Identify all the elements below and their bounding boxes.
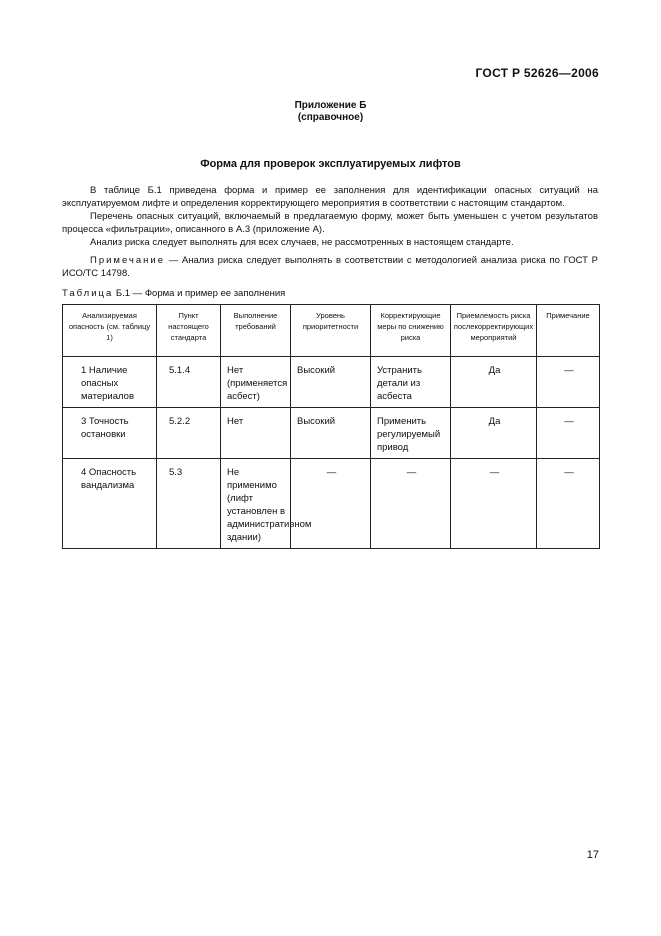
cell-compliance: Нет	[221, 408, 291, 459]
cell-priority: Высокий	[291, 357, 371, 408]
header-corrective-measures: Корректирующие меры по снижению риска	[371, 305, 451, 357]
cell-note: —	[537, 357, 600, 408]
table-row	[63, 459, 600, 549]
paragraph-2-text: Перечень опасных ситуаций, включаемый в предлагаемую форму, может быть уменьшен с учетом результатов процесса «фильтрации», описанного в А.3 (приложение А).	[62, 211, 598, 235]
cell-clause: 5.1.4	[157, 357, 221, 408]
note	[62, 254, 598, 280]
hazard-check-table	[62, 304, 600, 549]
table-header-row	[63, 305, 600, 357]
cell-clause: 5.2.2	[157, 408, 221, 459]
table-caption-text: Б.1 — Форма и пример ее заполнения	[113, 288, 286, 299]
header-priority: Уровень приоритетности	[291, 305, 371, 357]
table-row	[63, 408, 600, 459]
table-row	[63, 357, 600, 408]
paragraph-3-text: Анализ риска следует выполнять для всех случаев, не рассмотренных в настоящем стандарте.	[90, 237, 514, 248]
header-acceptability: Приемлемость риска послекорректирующих мероприятий	[451, 305, 537, 357]
cell-acceptability: Да	[451, 357, 537, 408]
header-compliance: Выполнение требований	[221, 305, 291, 357]
cell-priority: —	[291, 459, 371, 549]
cell-hazard: 3 Точность остановки	[63, 408, 157, 459]
cell-clause: 5.3	[157, 459, 221, 549]
page-number: 17	[586, 849, 599, 861]
cell-acceptability: —	[451, 459, 537, 549]
note-text: — Анализ риска следует выполнять в соответствии с методологией анализа риска по ГОСТ Р ИСО/ТС 14798.	[62, 255, 598, 279]
header-hazard: Анализируемая опасность (см. таблицу 1)	[63, 305, 157, 357]
appendix-subtitle: (справочное)	[297, 112, 364, 123]
paragraph-2	[62, 210, 598, 236]
cell-corrective-measures: Устранить детали из асбеста	[371, 357, 451, 408]
header-clause: Пункт настоящего стандарта	[157, 305, 221, 357]
paragraph-3	[62, 236, 598, 249]
cell-hazard: 4 Опасность вандализма	[63, 459, 157, 549]
appendix-title: Приложение Б	[294, 100, 367, 111]
header-note: Примечание	[537, 305, 600, 357]
cell-hazard: 1 Наличие опасных материалов	[63, 357, 157, 408]
table-caption	[62, 288, 285, 299]
section-heading: Форма для проверок эксплуатируемых лифтов	[200, 158, 461, 170]
cell-compliance: Не применимо (лифт установлен в административном здании)	[221, 459, 291, 549]
cell-corrective-measures: —	[371, 459, 451, 549]
table-caption-label: Таблица	[62, 288, 114, 299]
cell-corrective-measures: Применить регулируемый привод	[371, 408, 451, 459]
cell-priority: Высокий	[291, 408, 371, 459]
document-code: ГОСТ Р 52626—2006	[475, 66, 599, 80]
paragraph-1-text: В таблице Б.1 приведена форма и пример ее заполнения для идентификации опасных ситуаций на эксплуатируемом лифте и определения корректирующего мероприятия в соответствии с настоящим стандартом.	[62, 185, 598, 209]
paragraph-1	[62, 184, 598, 210]
note-label: Примечание	[90, 255, 165, 266]
cell-note: —	[537, 408, 600, 459]
cell-acceptability: Да	[451, 408, 537, 459]
cell-compliance: Нет (применяется асбест)	[221, 357, 291, 408]
cell-note: —	[537, 459, 600, 549]
